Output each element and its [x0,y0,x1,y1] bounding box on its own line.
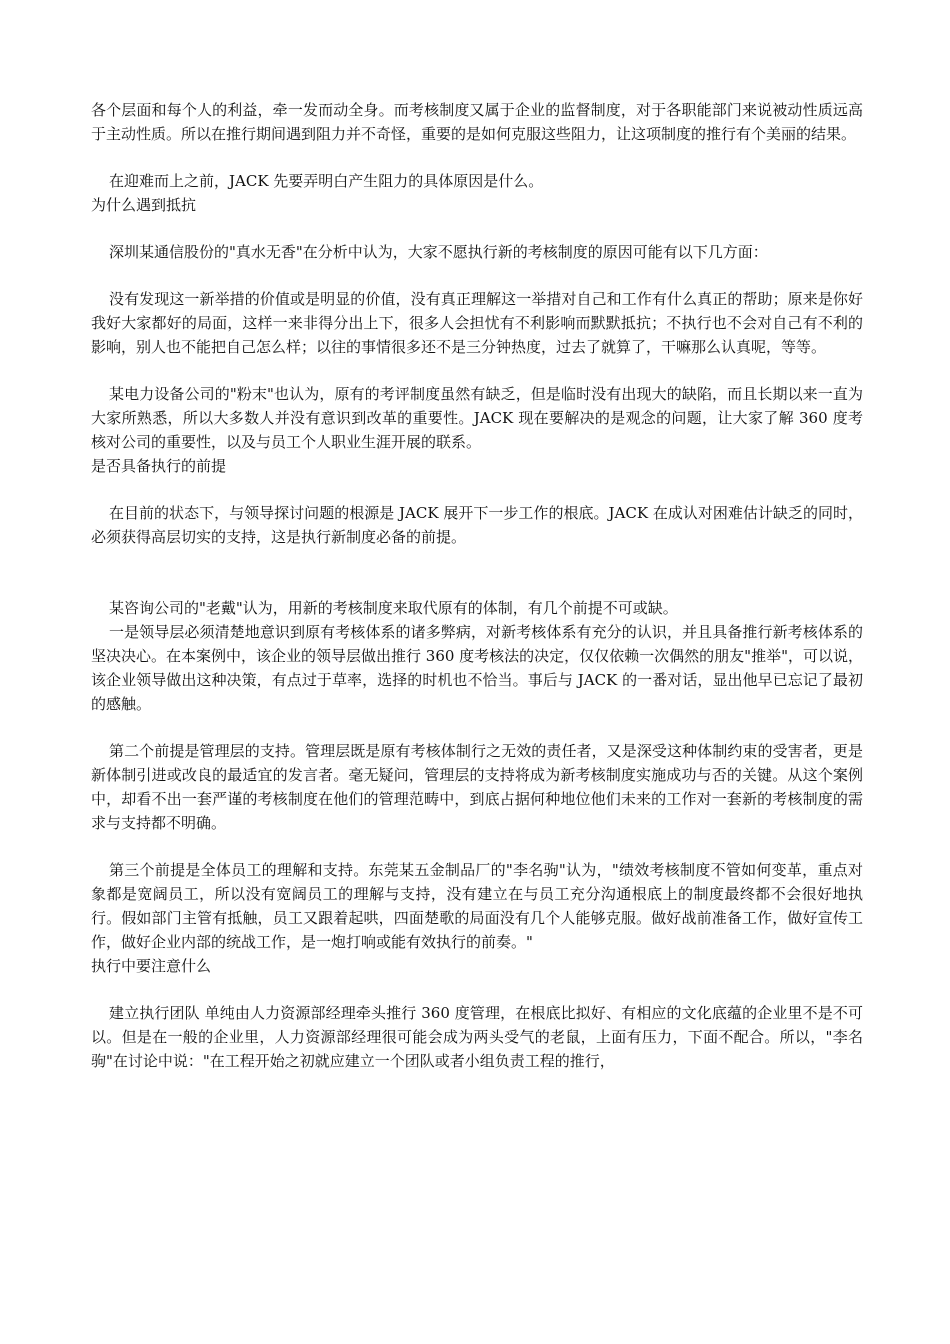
paragraph-first-prerequisite: 一是领导层必须清楚地意识到原有考核体系的诸多弊病，对新考核体系有充分的认识，并且具备推行新考核体系的坚决决心。在本案例中，该企业的领导层做出推行 360 度考核法的决定，仅仅依赖一次偶然的朋友"推举"，可以说，该企业领导做出这种决策，有点过于草率，选择的时机也不恰当。事后与 JACK 的一番对话，显出他早已忘记了最初的感触。 [91,623,863,713]
paragraph-jack-reason: 在迎难而上之前，JACK 先要弄明白产生阻力的具体原因是什么。 [109,172,544,190]
paragraph-second-prerequisite: 第二个前提是管理层的支持。管理层既是原有考核体制行之无效的责任者，又是深受这种体制约束的受害者，更是新体制引进或改良的最适宜的发言者。毫无疑问，管理层的支持将成为新考核制度实施成功与否的关键。从这个案例中，却看不出一套严谨的考核制度在他们的管理范畴中，到底占据何种地位他们未来的工作对一套新的考核制度的需求与支持都不明确。 [91,742,863,832]
section-heading-execution: 执行中要注意什么 [91,957,212,975]
paragraph-fenmo: 某电力设备公司的"粉末"也认为，原有的考评制度虽然有缺乏，但是临时没有出现大的缺陷，而且长期以来一直为大家所熟悉，所以大多数人并没有意识到改革的重要性。JACK 现在要解决的是观念的问题，让大家了解 360 度考核对公司的重要性，以及与员工个人职业生涯开展的联系。 [91,385,863,451]
section-heading-prerequisite: 是否具备执行的前提 [91,457,227,475]
paragraph-zhenshui: 深圳某通信股份的"真水无香"在分析中认为，大家不愿执行新的考核制度的原因可能有以下几方面： [109,243,768,261]
paragraph-laodai: 某咨询公司的"老戴"认为，用新的考核制度来取代原有的体制，有几个前提不可或缺。 [109,599,678,617]
paragraph-third-prerequisite: 第三个前提是全体员工的理解和支持。东莞某五金制品厂的"李名驹"认为，"绩效考核制度不管如何变革，重点对象都是宽阔员工，所以没有宽阔员工的理解与支持，没有建立在与员工充分沟通根底上的制度最终都不会很好地执行。假如部门主管有抵触，员工又跟着起哄，四面楚歌的局面没有几个人能够克服。做好战前准备工作，做好宣传工作，做好企业内部的统战工作，是一炮打响或能有效执行的前奏。" [91,861,863,951]
document-page [91,98,863,1073]
section-heading-resistance: 为什么遇到抵抗 [91,196,197,214]
paragraph-intro: 各个层面和每个人的利益，牵一发而动全身。而考核制度又属于企业的监督制度，对于各职能部门来说被动性质远高于主动性质。所以在推行期间遇到阻力并不奇怪，重要的是如何克服这些阻力，让这项制度的推行有个美丽的结果。 [91,101,863,143]
paragraph-leadership: 在目前的状态下，与领导探讨问题的根源是 JACK 展开下一步工作的根底。JACK 在成认对困难估计缺乏的同时，必须获得高层切实的支持，这是执行新制度必备的前提。 [91,504,863,546]
paragraph-reasons: 没有发现这一新举措的价值或是明显的价值，没有真正理解这一举措对自己和工作有什么真正的帮助；原来是你好我好大家都好的局面，这样一来非得分出上下，很多人会担忧有不利影响而默默抵抗；不执行也不会对自己有不利的影响，别人也不能把自己怎么样；以往的事情很多还不是三分钟热度，过去了就算了，干嘛那么认真呢，等等。 [91,290,863,356]
paragraph-execution-team: 建立执行团队 单纯由人力资源部经理牵头推行 360 度管理，在根底比拟好、有相应的文化底蕴的企业里不是不可以。但是在一般的企业里，人力资源部经理很可能会成为两头受气的老鼠，上面有压力，下面不配合。所以，"李名驹"在讨论中说："在工程开始之初就应建立一个团队或者小组负责工程的推行， [91,1004,863,1070]
